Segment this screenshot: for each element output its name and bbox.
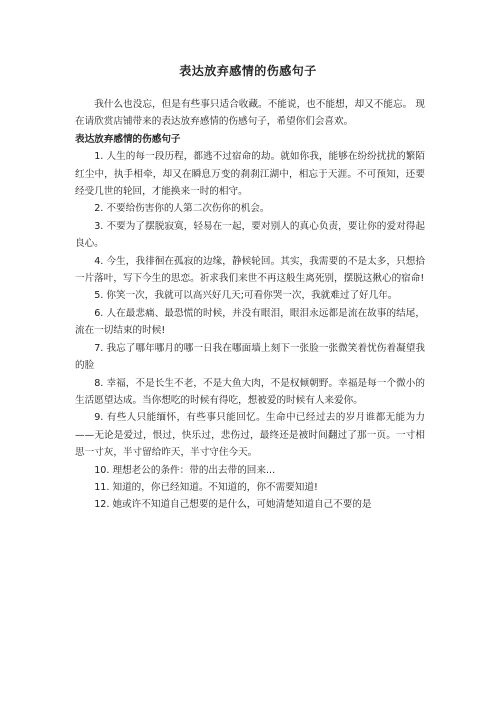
list-item: 3. 不要为了摆脱寂寞，轻易在一起，要对别人的真心负责，要让你的爱对得起良心。 — [75, 220, 425, 250]
intro-paragraph: 我什么也没忘，但是有些事只适合收藏。不能说，也不能想，却又不能忘。 现在请欣赏店铺带来的表达放弃感情的伤感句子，希望你们会喜欢。 — [75, 99, 425, 128]
list-item: 10. 理想老公的条件：带的出去带的回来... — [94, 464, 276, 476]
list-item: 8. 幸福，不是长生不老，不是大鱼大肉，不是权倾朝野。幸福是每一个微小的生活愿望达成。当你想吃的时候有得吃，想被爱的时候有人来爱你。 — [75, 377, 425, 406]
list-item: 1. 人生的每一段历程，都逃不过宿命的劫。就如你我，能够在纷纷扰扰的繁陌红尘中，执手相牵，却又在瞬息万变的刹刹江湖中，相忘于天涯。不可预知，还要经受几世的轮回，才能换来一时的相守。 — [75, 151, 425, 198]
document-title: 表达放弃感情的伤感句子 — [179, 64, 317, 78]
list-item: 6. 人在最悲痛、最恐慌的时候，并没有眼泪，眼泪永远都是流在故事的结尾，流在一切结束的时候! — [75, 307, 425, 337]
document-body — [75, 96, 425, 514]
list-item: 7. 我忘了哪年哪月的哪一日我在哪面墙上刻下一张脸一张微笑着忧伤着凝望我的脸 — [75, 342, 425, 372]
list-item: 12. 她或许不知道自己想要的是什么，可她清楚知道自己不要的是 — [94, 499, 372, 511]
list-item: 4. 今生，我徘徊在孤寂的边缘，静候轮回。其实，我需要的不是太多，只想拾一片落叶，写下今生的思恋。祈求我们来世不再这般生离死别，摆脱这揪心的宿命! — [75, 255, 425, 285]
section-heading: 表达放弃感情的伤感句子 — [75, 133, 181, 145]
list-item: 11. 知道的，你已经知道。不知道的，你不需要知道! — [94, 481, 318, 493]
list-item: 5. 你笑一次，我就可以高兴好几天;可看你哭一次，我就难过了好几年。 — [94, 290, 398, 302]
list-item: 2. 不要给伤害你的人第二次伤你的机会。 — [94, 203, 270, 215]
list-item: 9. 有些人只能缅怀，有些事只能回忆。生命中已经过去的岁月谁都无能为力——无论是爱过，恨过，快乐过，悲伤过，最终还是被时间翻过了那一页。一寸相思一寸灰，半寸留给昨天，半寸守住今天。 — [75, 412, 425, 459]
